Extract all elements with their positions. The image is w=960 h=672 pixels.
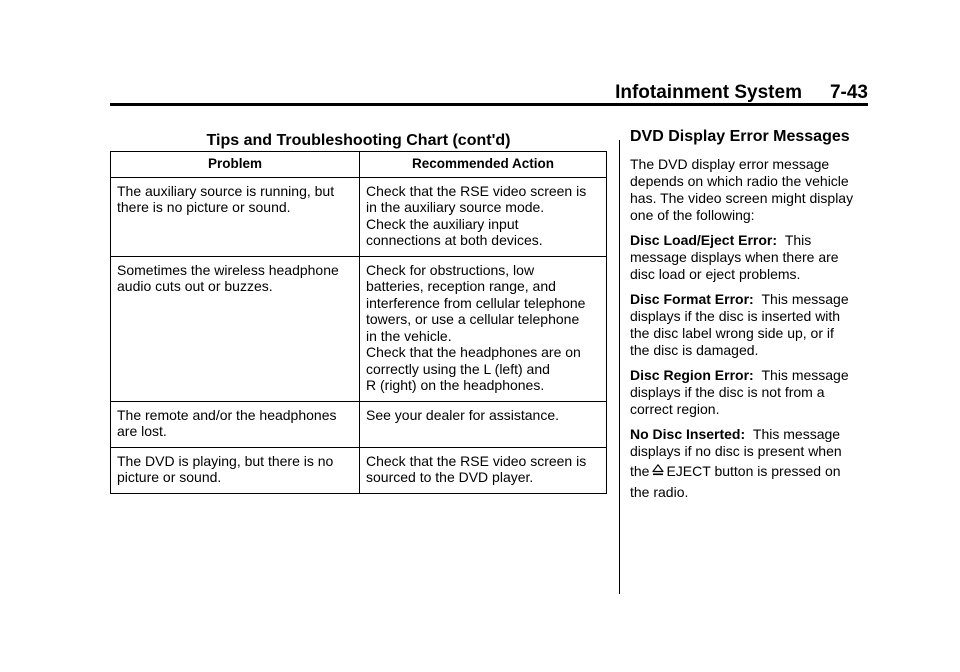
text-fragment: This message <box>761 367 849 383</box>
cell-line: The auxiliary source is running, but <box>117 182 335 199</box>
no-disc-inserted-paragraph <box>630 426 870 501</box>
cell-line: picture or sound. <box>117 469 222 485</box>
header-rule <box>110 103 868 106</box>
text-line: correct region. <box>630 401 720 417</box>
cell-line: See your dealer for assistance. <box>366 406 559 423</box>
cell-line: batteries, reception range, and <box>366 278 556 294</box>
table-row <box>111 401 607 447</box>
text-line: message displays when there are <box>630 249 839 265</box>
cell-line: Sometimes the wireless headphone <box>117 261 339 278</box>
troubleshooting-table <box>110 151 607 494</box>
disc-format-error-paragraph <box>630 291 870 359</box>
text-line: displays if no disc is present when <box>630 443 842 459</box>
cell-line: in the vehicle. <box>366 327 452 344</box>
text-fragment: This message <box>761 291 849 307</box>
table-row <box>111 447 607 493</box>
problem-cell <box>111 401 360 447</box>
table-row <box>111 256 607 401</box>
action-cell <box>360 447 607 493</box>
text-line: disc load or eject problems. <box>630 266 801 282</box>
table-row <box>111 177 607 256</box>
action-cell <box>360 256 607 401</box>
problem-cell <box>111 177 360 256</box>
cell-line: R (right) on the headphones. <box>366 377 545 393</box>
text-line: the disc is damaged. <box>630 342 759 358</box>
cell-line: The DVD is playing, but there is no <box>117 452 334 469</box>
disc-load-error-label: Disc Load/Eject Error: <box>630 232 778 248</box>
disc-region-error-label: Disc Region Error: <box>630 367 754 383</box>
dvd-error-section <box>630 128 870 509</box>
text-fragment: This message <box>752 426 841 442</box>
cell-line: are lost. <box>117 423 167 439</box>
problem-cell <box>111 256 360 401</box>
text-line: has. The video screen might display <box>630 190 854 206</box>
cell-line: sourced to the DVD player. <box>366 469 534 485</box>
cell-line: Check that the RSE video screen is <box>366 452 587 469</box>
cell-line: towers, or use a cellular telephone <box>366 311 580 327</box>
text-fragment: the <box>630 463 650 479</box>
page-header <box>110 82 868 104</box>
text-line: the radio. <box>630 484 689 500</box>
text-fragment: EJECT button is pressed on <box>666 463 841 479</box>
cell-line: Check for obstructions, low <box>366 261 535 278</box>
text-line: depends on which radio the vehicle <box>630 173 849 189</box>
eject-icon <box>651 463 665 481</box>
action-cell <box>360 177 607 256</box>
cell-line: The remote and/or the headphones <box>117 406 337 423</box>
cell-line: there is no picture or sound. <box>117 199 291 215</box>
text-line <box>630 232 870 249</box>
no-disc-inserted-label: No Disc Inserted: <box>630 426 746 442</box>
text-line: displays if the disc is inserted with <box>630 308 841 324</box>
disc-load-error-paragraph <box>630 232 870 283</box>
text-line: one of the following: <box>630 207 755 223</box>
text-line <box>630 291 870 308</box>
cell-line: Check the auxiliary input <box>366 215 519 232</box>
table-title: Tips and Troubleshooting Chart (cont'd) <box>206 132 511 149</box>
cell-line: audio cuts out or buzzes. <box>117 278 273 294</box>
table-header-row <box>111 152 607 178</box>
action-cell <box>360 401 607 447</box>
cell-line: correctly using the L (left) and <box>366 360 550 377</box>
text-line <box>630 463 870 481</box>
header-page-number: 7-43 <box>829 82 868 103</box>
intro-paragraph <box>630 156 870 224</box>
cell-line: in the auxiliary source mode. <box>366 199 545 215</box>
column-divider <box>619 140 620 594</box>
cell-line: Check that the headphones are on <box>366 344 581 360</box>
cell-line: connections at both devices. <box>366 232 543 248</box>
text-line: the disc label wrong side up, or if <box>630 325 834 341</box>
column-header-problem: Problem <box>111 152 360 178</box>
text-line: displays if the disc is not from a <box>630 384 825 400</box>
problem-cell <box>111 447 360 493</box>
column-header-action: Recommended Action <box>360 152 607 178</box>
cell-line: interference from cellular telephone <box>366 294 586 311</box>
header-title <box>615 82 868 104</box>
text-fragment: This <box>784 232 812 248</box>
cell-line: Check that the RSE video screen is <box>366 182 587 199</box>
text-line: The DVD display error message <box>630 156 830 172</box>
header-section: Infotainment System <box>615 82 802 103</box>
disc-format-error-label: Disc Format Error: <box>630 291 754 307</box>
disc-region-error-paragraph <box>630 367 870 418</box>
text-line <box>630 367 870 384</box>
text-line <box>630 426 870 443</box>
section-title: DVD Display Error Messages <box>630 128 850 145</box>
